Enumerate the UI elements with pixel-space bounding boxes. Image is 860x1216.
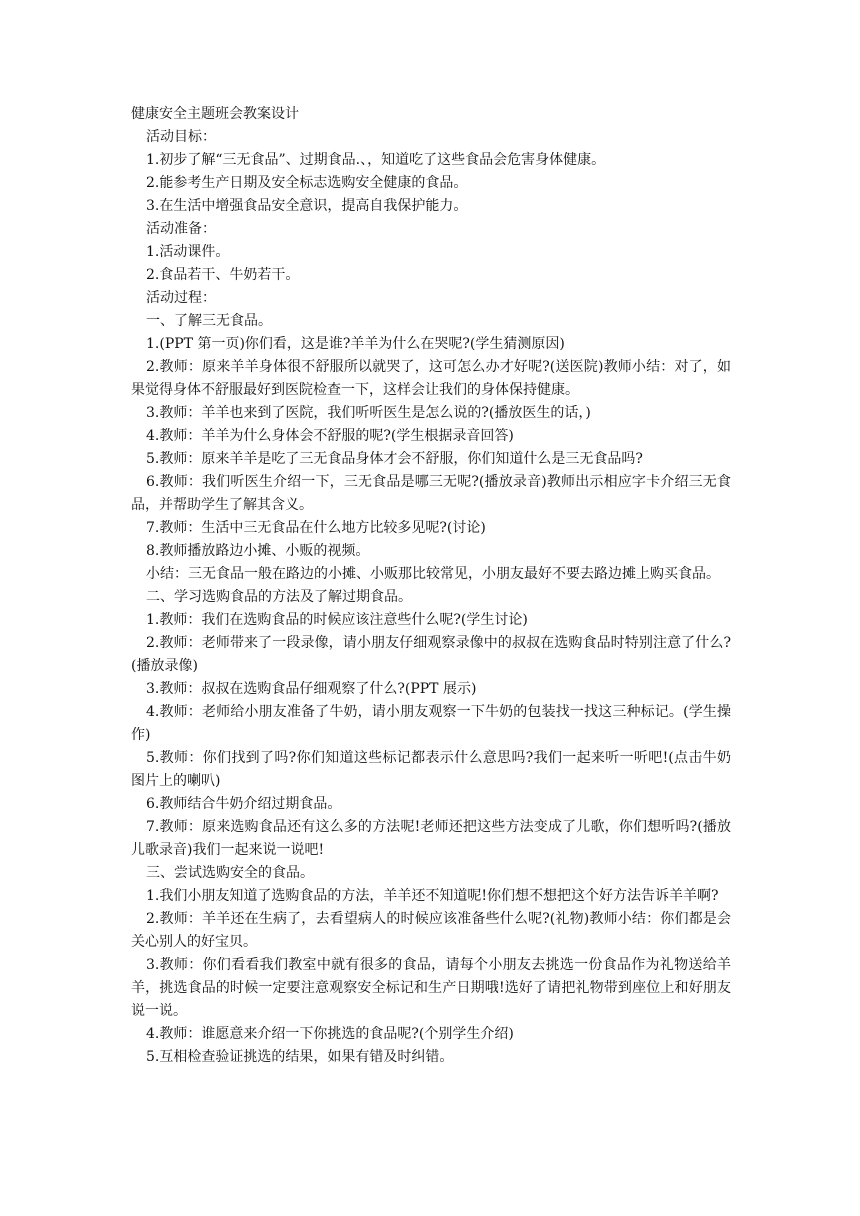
paragraph-s2-step-4: 4.教师：老师给小朋友准备了牛奶，请小朋友观察一下牛奶的包装找一找这三种标记。(学生操作) [131,704,731,743]
paragraph-section-3-heading: 三、尝试选购安全的食品。 [146,865,314,881]
paragraph-s2-step-6: 6.教师结合牛奶介绍过期食品。 [146,796,342,812]
paragraph-s2-step-7: 7.教师：原来选购食品还有这么多的方法呢!老师还把这些方法变成了儿歌，你们想听吗?(播放儿歌录音)我们一起来说一说吧! [131,819,731,858]
paragraph-s1-step-4: 4.教师：羊羊为什么身体会不舒服的呢?(学生根据录音回答) [146,428,514,444]
paragraph-goal-3: 3.在生活中增强食品安全意识，提高自我保护能力。 [146,198,468,214]
document-title: 健康安全主题班会教案设计 [131,106,299,122]
paragraph-s1-step-7: 7.教师：生活中三无食品在什么地方比较多见呢?(讨论) [146,520,486,536]
paragraph-process-heading: 活动过程： [146,290,216,306]
paragraph-goal-2: 2.能参考生产日期及安全标志选购安全健康的食品。 [146,175,468,191]
paragraph-s1-step-2: 2.教师：原来羊羊身体很不舒服所以就哭了，这可怎么办才好呢?(送医院)教师小结：对了，如果觉得身体不舒服最好到医院检查一下，这样会让我们的身体保持健康。 [131,359,731,398]
paragraph-s1-step-6: 6.教师：我们听医生介绍一下，三无食品是哪三无呢?(播放录音)教师出示相应字卡介绍三无食品，并帮助学生了解其含义。 [131,474,731,513]
paragraph-s3-step-3: 3.教师：你们看看我们教室中就有很多的食品，请每个小朋友去挑选一份食品作为礼物送给羊羊，挑选食品的时候一定要注意观察安全标记和生产日期哦!选好了请把礼物带到座位上和好朋友说一说。 [131,957,731,1019]
document-page [131,103,731,1069]
paragraph-s2-step-1: 1.教师：我们在选购食品的时候应该注意些什么呢?(学生讨论) [146,612,528,628]
paragraph-prep-2: 2.食品若干、牛奶若干。 [146,267,300,283]
paragraph-s3-step-5: 5.互相检查验证挑选的结果，如果有错及时纠错。 [146,1049,454,1065]
paragraph-section-2-heading: 二、学习选购食品的方法及了解过期食品。 [146,589,412,605]
paragraph-s1-step-3: 3.教师：羊羊也来到了医院，我们听听医生是怎么说的?(播放医生的话，) [146,405,591,421]
paragraph-s1-step-8: 8.教师播放路边小摊、小贩的视频。 [146,543,370,559]
paragraph-goals-heading: 活动目标： [146,129,216,145]
paragraph-prep-1: 1.活动课件。 [146,244,230,260]
paragraph-s1-summary: 小结：三无食品一般在路边的小摊、小贩那比较常见，小朋友最好不要去路边摊上购买食品。 [146,566,720,582]
paragraph-s1-step-5: 5.教师：原来羊羊是吃了三无食品身体才会不舒服，你们知道什么是三无食品吗? [146,451,643,467]
paragraph-goal-1: 1.初步了解“三无食品”、过期食品.、，知道吃了这些食品会危害身体健康。 [146,152,606,168]
paragraph-s2-step-3: 3.教师：叔叔在选购食品仔细观察了什么?(PPT 展示) [146,681,477,697]
paragraph-s3-step-1: 1.我们小朋友知道了选购食品的方法，羊羊还不知道呢!你们想不想把这个好方法告诉羊羊啊? [146,888,719,904]
paragraph-s2-step-2: 2.教师：老师带来了一段录像，请小朋友仔细观察录像中的叔叔在选购食品时特别注意了什么?(播放录像) [131,635,731,674]
paragraph-s3-step-2: 2.教师：羊羊还在生病了，去看望病人的时候应该准备些什么呢?(礼物)教师小结：你们都是会关心别人的好宝贝。 [131,911,731,950]
paragraph-s3-step-4: 4.教师：谁愿意来介绍一下你挑选的食品呢?(个别学生介绍) [146,1026,514,1042]
paragraph-section-1-heading: 一、了解三无食品。 [146,313,272,329]
paragraph-s2-step-5: 5.教师：你们找到了吗?你们知道这些标记都表示什么意思吗?我们一起来听一听吧!(点击牛奶图片上的喇叭) [131,750,731,789]
paragraph-prep-heading: 活动准备： [146,221,216,237]
paragraph-s1-step-1: 1.(PPT 第一页)你们看，这是谁?羊羊为什么在哭呢?(学生猜测原因) [146,336,565,352]
